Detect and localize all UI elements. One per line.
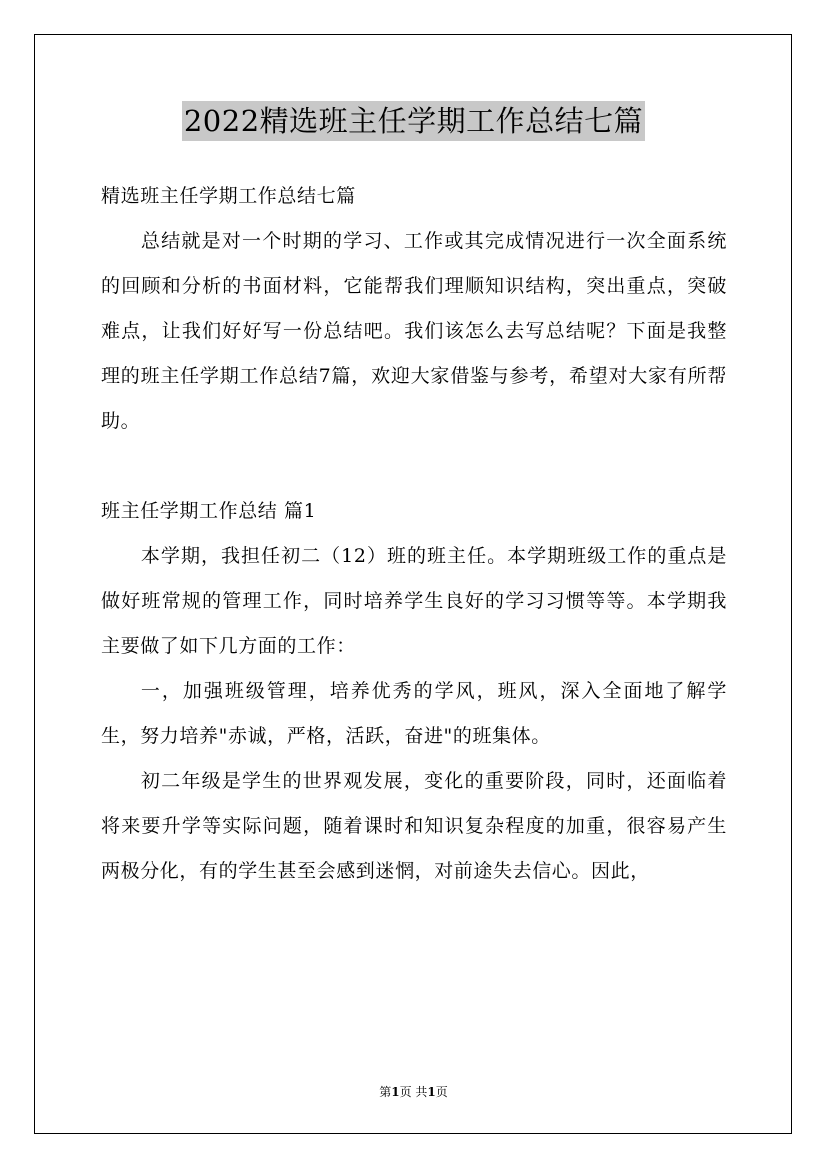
footer-mid: 页 共 [399, 1085, 428, 1099]
body-paragraph: 一，加强班级管理，培养优秀的学风，班风，深入全面地了解学生，努力培养"赤诚，严格，活跃，奋进"的班集体。 [101, 680, 727, 747]
section-heading: 班主任学期工作总结 篇1 [101, 500, 317, 522]
title-container [0, 101, 827, 141]
page-footer [0, 1084, 827, 1100]
intro-paragraph: 总结就是对一个时期的学习、工作或其完成情况进行一次全面系统的回顾和分析的书面材料，它能帮我们理顺知识结构，突出重点，突破难点，让我们好好写一份总结吧。我们该怎么去写总结呢？下面是我整理的班主任学期工作总结7篇，欢迎大家借鉴与参考，希望对大家有所帮助。 [101, 230, 727, 432]
section-gap [101, 444, 727, 489]
footer-prefix: 第 [379, 1085, 392, 1099]
footer-suffix: 页 [435, 1085, 448, 1099]
document-title: 2022精选班主任学期工作总结七篇 [182, 101, 645, 141]
body-paragraph: 初二年级是学生的世界观发展，变化的重要阶段，同时，还面临着将来要升学等实际问题，随着课时和知识复杂程度的加重，很容易产生两极分化，有的学生甚至会感到迷惘，对前途失去信心。因此， [101, 770, 727, 882]
body-paragraph: 本学期，我担任初二（12）班的班主任。本学期班级工作的重点是做好班常规的管理工作，同时培养学生良好的学习习惯等等。本学期我主要做了如下几方面的工作： [101, 545, 727, 657]
footer-current-page: 1 [391, 1085, 400, 1099]
document-body [101, 174, 727, 894]
footer-total-pages: 1 [427, 1085, 436, 1099]
document-subtitle: 精选班主任学期工作总结七篇 [101, 185, 356, 207]
